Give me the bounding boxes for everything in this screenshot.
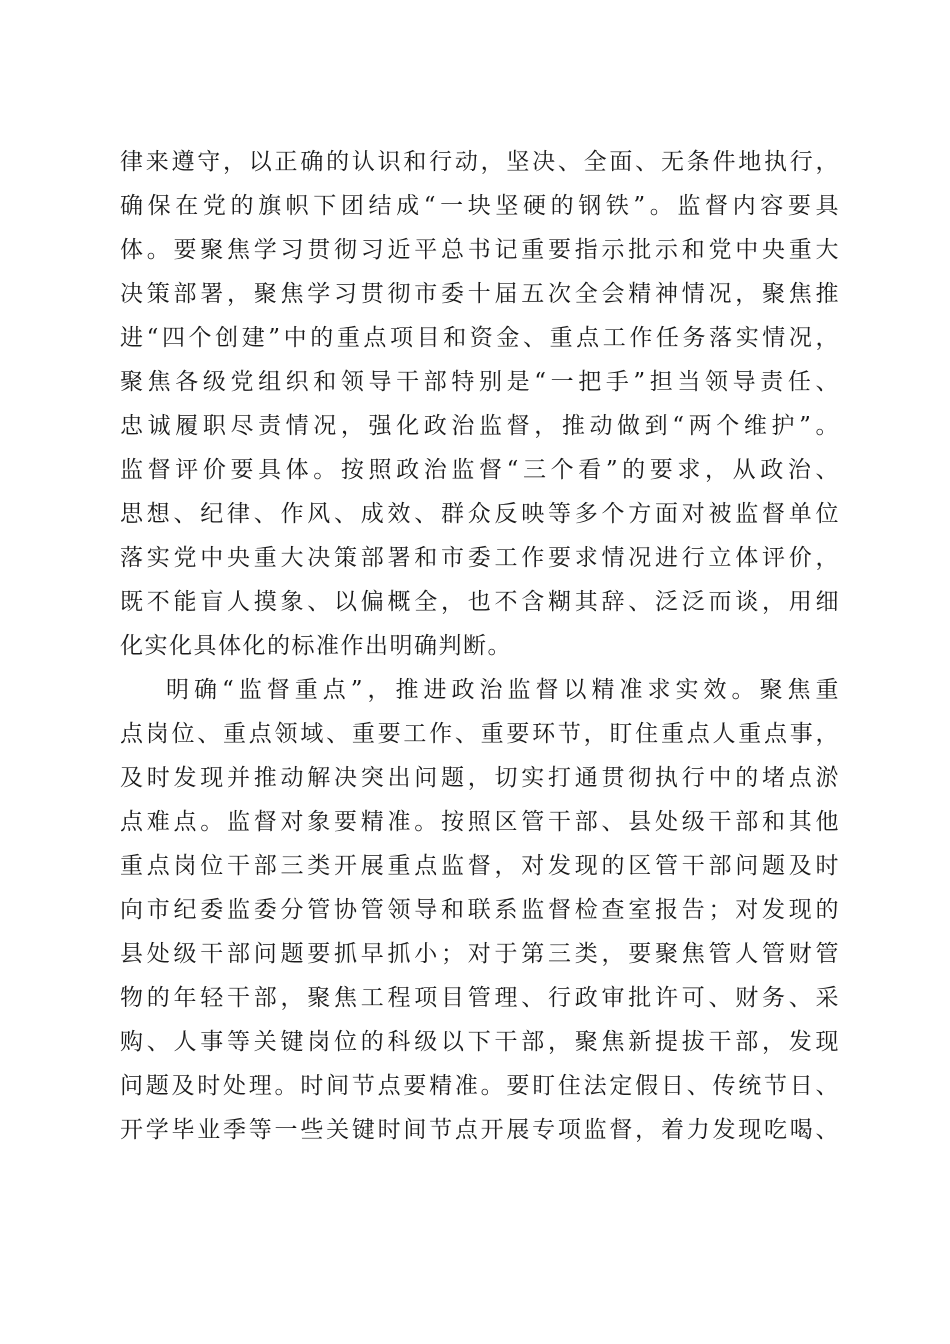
text-line: 监督评价要具体。按照政治监督“三个看”的要求，从政治、 — [120, 457, 840, 483]
text-line: 忠诚履职尽责情况，强化政治监督，推动做到“两个维护”。 — [120, 413, 840, 439]
text-line: 物的年轻干部，聚焦工程项目管理、行政审批许可、财务、采 — [120, 985, 840, 1011]
text-line: 确保在党的旗帜下团结成“一块坚硬的钢铁”。监督内容要具 — [120, 193, 840, 219]
text-line: 进“四个创建”中的重点项目和资金、重点工作任务落实情况， — [120, 325, 840, 351]
paragraph-1 — [120, 140, 840, 668]
text-line: 向市纪委监委分管协管领导和联系监督检查室报告；对发现的 — [120, 897, 840, 923]
text-line: 开学毕业季等一些关键时间节点开展专项监督，着力发现吃喝、 — [120, 1117, 840, 1143]
paragraph-2 — [120, 668, 840, 1152]
text-line: 及时发现并推动解决突出问题，切实打通贯彻执行中的堵点淤 — [120, 765, 840, 791]
text-line: 体。要聚焦学习贯彻习近平总书记重要指示批示和党中央重大 — [120, 237, 840, 263]
text-line: 决策部署，聚焦学习贯彻市委十届五次全会精神情况，聚焦推 — [120, 281, 840, 307]
document-body — [120, 140, 840, 1152]
text-line: 县处级干部问题要抓早抓小；对于第三类，要聚焦管人管财管 — [120, 941, 840, 967]
text-line: 聚焦各级党组织和领导干部特别是“一把手”担当领导责任、 — [120, 369, 840, 395]
text-line: 律来遵守，以正确的认识和行动，坚决、全面、无条件地执行， — [120, 149, 840, 175]
text-line: 落实党中央重大决策部署和市委工作要求情况进行立体评价， — [120, 545, 840, 571]
text-line: 购、人事等关键岗位的科级以下干部，聚焦新提拔干部，发现 — [120, 1029, 840, 1055]
text-line: 点岗位、重点领域、重要工作、重要环节，盯住重点人重点事， — [120, 721, 840, 747]
text-line: 明确“监督重点”，推进政治监督以精准求实效。聚焦重 — [166, 677, 840, 703]
text-line: 重点岗位干部三类开展重点监督，对发现的区管干部问题及时 — [120, 853, 840, 879]
text-line: 点难点。监督对象要精准。按照区管干部、县处级干部和其他 — [120, 809, 840, 835]
text-line: 思想、纪律、作风、成效、群众反映等多个方面对被监督单位 — [120, 501, 840, 527]
text-line: 既不能盲人摸象、以偏概全，也不含糊其辞、泛泛而谈，用细 — [120, 589, 840, 615]
text-line: 问题及时处理。时间节点要精准。要盯住法定假日、传统节日、 — [120, 1073, 840, 1099]
text-line: 化实化具体化的标准作出明确判断。 — [120, 633, 512, 659]
